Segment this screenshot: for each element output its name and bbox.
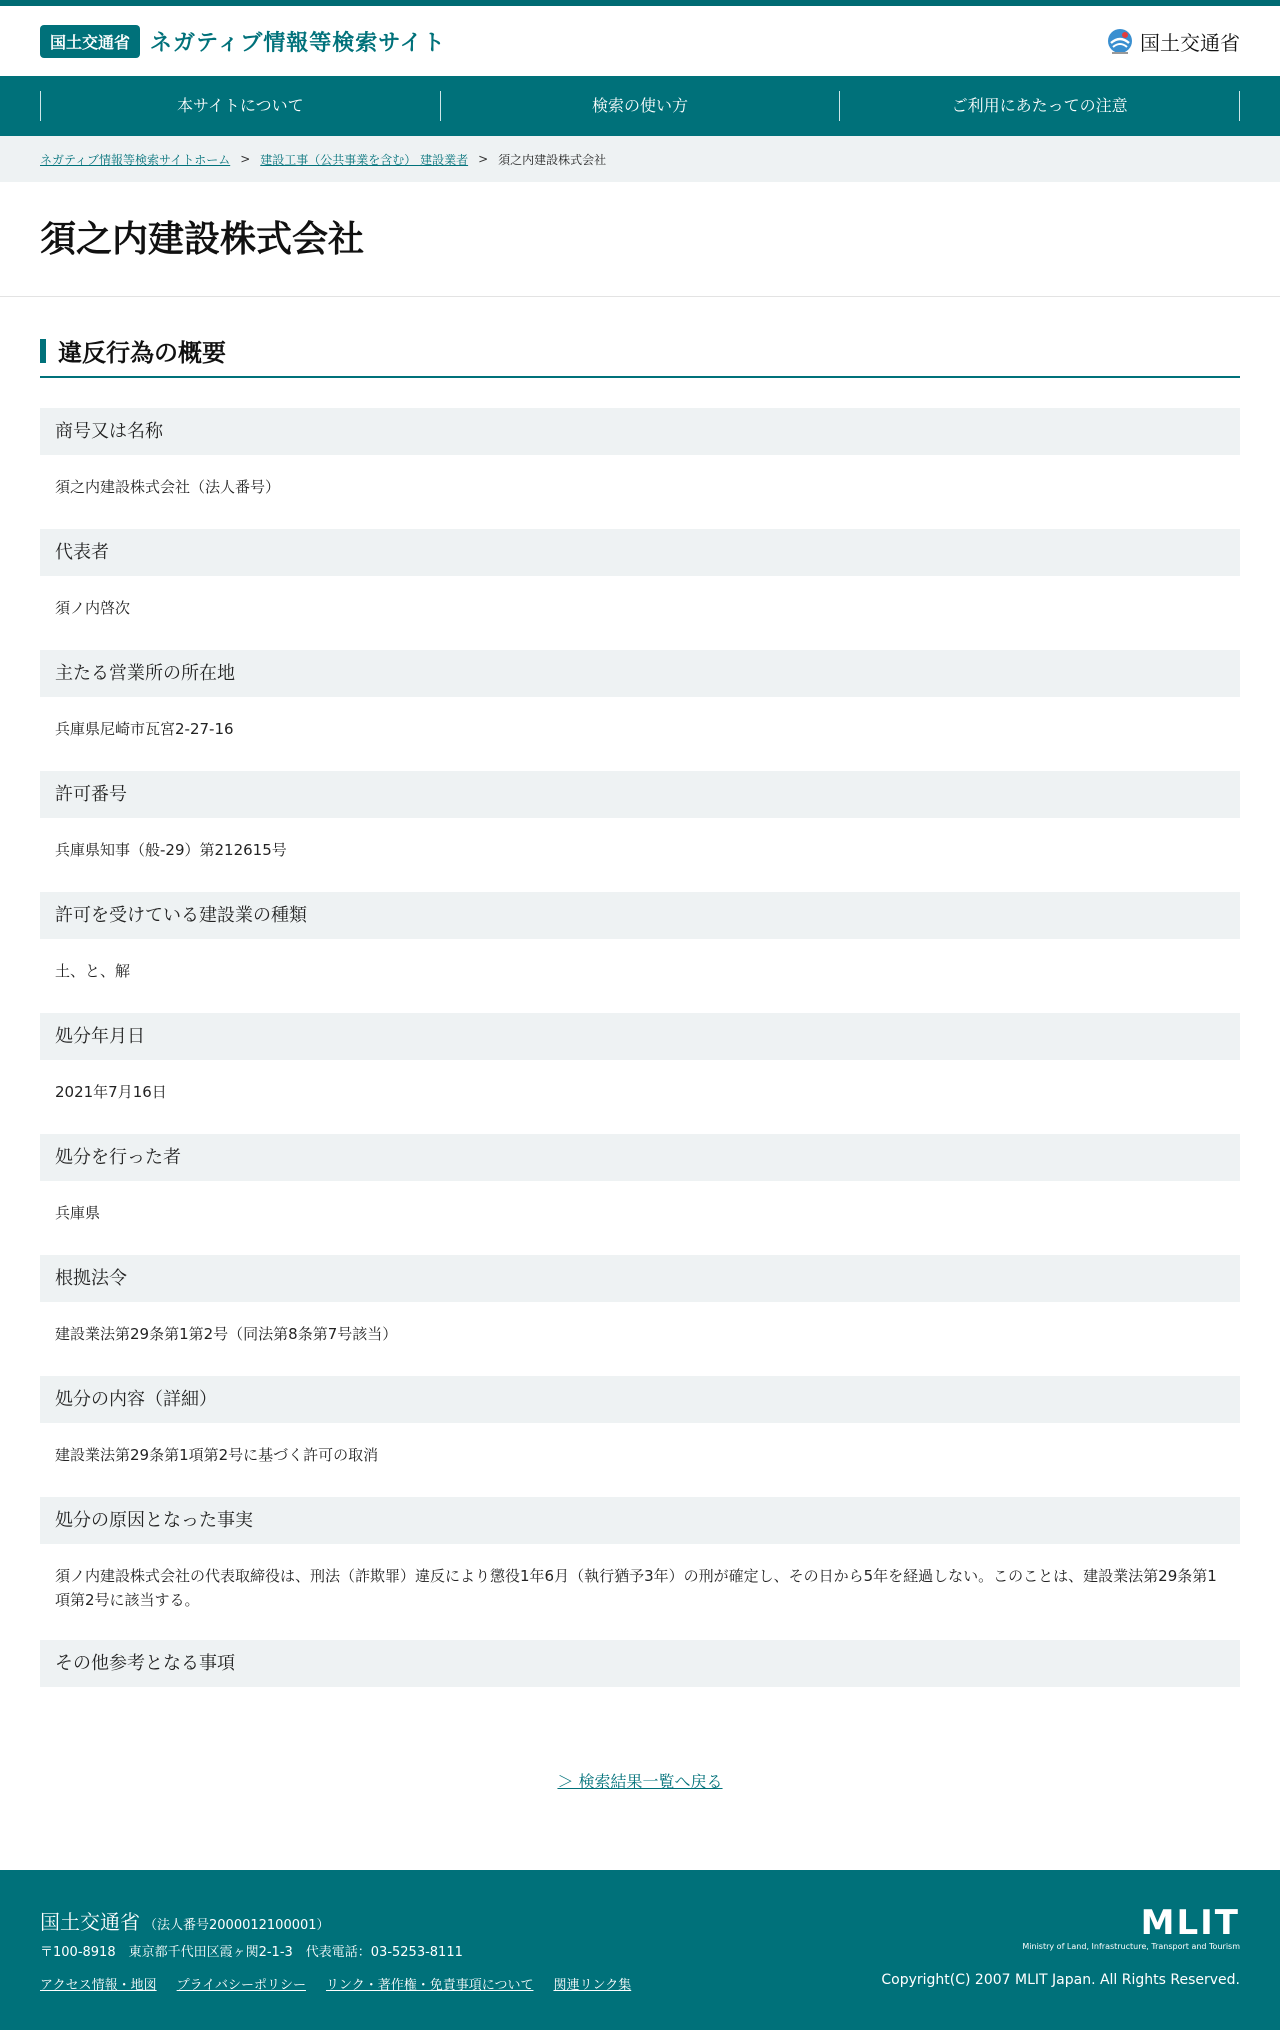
- field-label: 許可を受けている建設業の種類: [40, 892, 1240, 939]
- main-content: [0, 297, 1280, 1870]
- field-value: 須ノ内建設株式会社の代表取締役は、刑法（詐欺罪）違反により懲役1年6月（執行猶予3年）の刑が確定し、その日から5年を経過しない。このことは、建設業法第29条第1項第2号に該当する。: [55, 1567, 1217, 1609]
- section-title: 違反行為の概要: [58, 339, 226, 367]
- field-value: 兵庫県尼崎市瓦宮2-27-16: [55, 720, 234, 738]
- nav-about[interactable]: 本サイトについて: [40, 91, 440, 121]
- field-label: 商号又は名称: [40, 408, 1240, 455]
- field-value: 兵庫県知事（般-29）第212615号: [55, 841, 287, 859]
- field-value: 2021年7月16日: [55, 1083, 167, 1101]
- field-other-notes: [40, 1640, 1240, 1687]
- field-value: 須ノ内啓次: [55, 599, 131, 617]
- site-brand[interactable]: [40, 25, 446, 58]
- back-link-area: [40, 1687, 1240, 1870]
- field-cause-facts: [40, 1497, 1240, 1640]
- field-label: 処分年月日: [40, 1013, 1240, 1060]
- breadcrumb-category[interactable]: 建設工事（公共事業を含む） 建設業者: [260, 152, 469, 167]
- field-label: 主たる営業所の所在地: [40, 650, 1240, 697]
- breadcrumb: [0, 136, 1280, 182]
- site-header: [0, 6, 1280, 76]
- ministry-emblem-icon: [1106, 27, 1134, 55]
- field-label: 代表者: [40, 529, 1240, 576]
- field-value: 兵庫県: [55, 1204, 101, 1222]
- page-title: 須之内建設株式会社: [40, 218, 365, 260]
- mlit-logo-subtitle: Ministry of Land, Infrastructure, Transport and Tourism: [1022, 1942, 1240, 1951]
- footer-link-privacy[interactable]: プライバシーポリシー: [176, 1978, 306, 1993]
- footer-link-related[interactable]: 関連リンク集: [553, 1978, 632, 1993]
- breadcrumb-separator: >: [240, 152, 251, 166]
- field-value: 建設業法第29条第1項第2号に基づく許可の取消: [55, 1446, 379, 1464]
- field-value: 須之内建設株式会社（法人番号）: [55, 478, 281, 496]
- ministry-logo[interactable]: [1106, 27, 1240, 56]
- field-disposition-date: [40, 1013, 1240, 1134]
- heading-accent-bar: [40, 339, 46, 363]
- ministry-badge: 国土交通省: [40, 25, 140, 58]
- field-value: 建設業法第29条第1第2号（同法第8条第7号該当）: [55, 1325, 398, 1343]
- field-label: 処分の原因となった事実: [40, 1497, 1240, 1544]
- field-value: 土、と、解: [55, 962, 131, 980]
- field-label: 処分を行った者: [40, 1134, 1240, 1181]
- page-title-area: [0, 182, 1280, 297]
- site-footer: [0, 1870, 1280, 2030]
- field-license-types: [40, 892, 1240, 1013]
- nav-how-to-search[interactable]: 検索の使い方: [440, 91, 840, 121]
- back-to-results-link[interactable]: ＞ 検索結果一覧へ戻る: [557, 1772, 723, 1791]
- footer-link-access[interactable]: アクセス情報・地図: [40, 1978, 157, 1993]
- field-label: 処分の内容（詳細）: [40, 1376, 1240, 1423]
- footer-address: 〒100-8918 東京都千代田区霞ヶ関2-1-3 代表電話：03-5253-8111: [40, 1945, 463, 1960]
- field-label: 根拠法令: [40, 1255, 1240, 1302]
- breadcrumb-current: 須之内建設株式会社: [498, 152, 607, 167]
- breadcrumb-home[interactable]: ネガティブ情報等検索サイトホーム: [40, 152, 231, 167]
- breadcrumb-separator: >: [478, 152, 489, 166]
- field-label: その他参考となる事項: [40, 1640, 1240, 1687]
- section-heading: [40, 333, 1240, 378]
- copyright: Copyright(C) 2007 MLIT Japan. All Rights Reserved.: [881, 1972, 1240, 1988]
- field-trade-name: [40, 408, 1240, 529]
- footer-logo[interactable]: [1022, 1903, 1240, 1951]
- field-label: 許可番号: [40, 771, 1240, 818]
- footer-link-copyright[interactable]: リンク・著作権・免責事項について: [325, 1978, 534, 1993]
- field-representative: [40, 529, 1240, 650]
- ministry-name: 国土交通省: [1140, 30, 1240, 55]
- footer-org-name: 国土交通省: [40, 1910, 140, 1934]
- field-legal-basis: [40, 1255, 1240, 1376]
- mlit-logo: MLIT: [1140, 1903, 1240, 1943]
- field-disposing-authority: [40, 1134, 1240, 1255]
- field-disposition-detail: [40, 1376, 1240, 1497]
- global-nav: [0, 76, 1280, 136]
- footer-corp-number: （法人番号2000012100001）: [144, 1918, 330, 1933]
- field-office-address: [40, 650, 1240, 771]
- nav-notes[interactable]: ご利用にあたっての注意: [839, 91, 1240, 121]
- field-license-number: [40, 771, 1240, 892]
- site-title[interactable]: ネガティブ情報等検索サイト: [150, 30, 446, 56]
